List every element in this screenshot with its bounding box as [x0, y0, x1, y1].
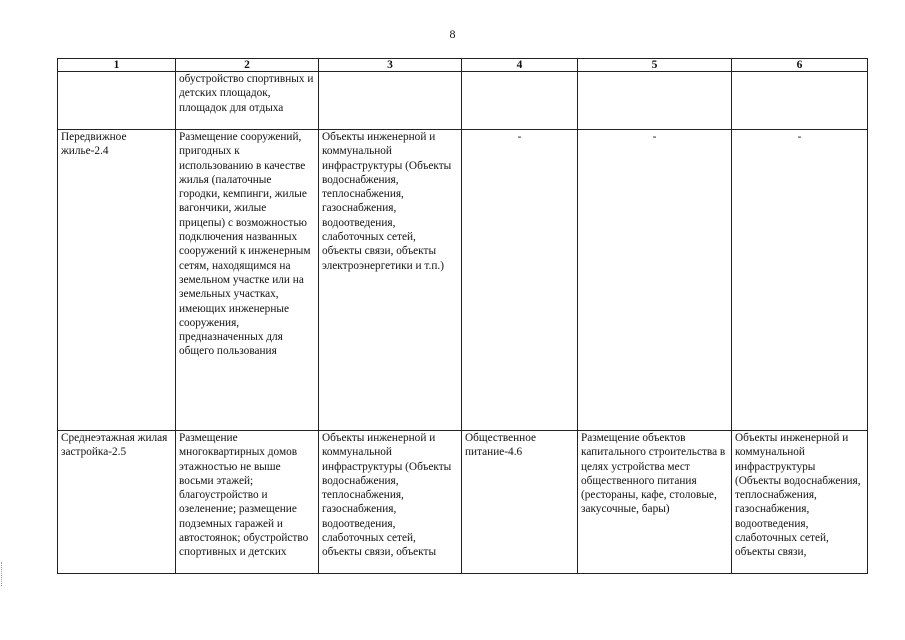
table-row	[58, 130, 868, 431]
cell-text: Общественное питание-4.6	[465, 432, 537, 459]
table-cell	[319, 431, 462, 574]
table-cell	[176, 431, 319, 574]
scan-margin-mark	[1, 562, 8, 586]
table-cell: Передвижное жилье-2.4	[58, 130, 176, 431]
table-header-row	[58, 59, 868, 72]
table-row	[58, 72, 868, 130]
column-header-1: 1	[58, 59, 176, 72]
table-cell	[58, 431, 176, 574]
land-use-table	[57, 58, 868, 574]
column-header-6: 6	[732, 59, 868, 72]
cell-text: Объекты инженерной и коммунальной инфраструктуры (Объекты водоснабжения, теплоснабжения, газоснабжения, водоотведения, слаботочных сетей, объекты связи,	[735, 432, 861, 559]
table-cell	[319, 72, 462, 130]
cell-text: Среднеэтажная жилая застройка-2.5	[61, 432, 168, 459]
table-cell	[462, 72, 578, 130]
table-cell: -	[732, 130, 868, 431]
table-cell: -	[578, 130, 732, 431]
column-header-5: 5	[578, 59, 732, 72]
column-header-2: 2	[176, 59, 319, 72]
table-cell	[462, 431, 578, 574]
column-header-4: 4	[462, 59, 578, 72]
cell-text: Объекты инженерной и коммунальной инфраструктуры (Объекты водоснабжения, теплоснабжения, газоснабжения, водоотведения, слаботочных сетей, объекты связи, объекты	[322, 432, 452, 559]
table-cell	[578, 431, 732, 574]
table-cell	[732, 72, 868, 130]
table-cell: -	[462, 130, 578, 431]
table-cell: Размещение сооружений, пригодных к использованию в качестве жилья (палаточные городки, кемпинги, жилые вагончики, жилые прицепы) с возможностью подключения названных сооружений к инженерным сетям, находящимся на земельном участке или на земельных участках, имеющих инженерные сооружения, предназначенных для общего пользования	[176, 130, 319, 431]
cell-text: Размещение многоквартирных домов этажностью не выше восьми этажей; благоустройство и озеленение; размещение подземных гаражей и автостоянок; обустройство спортивных и детских	[179, 432, 309, 559]
cell-text: Размещение объектов капитального строительства в целях устройства мест общественного питания (рестораны, кафе, столовые, закусочные, бары)	[581, 432, 726, 516]
table-cell	[732, 431, 868, 574]
table-cell	[58, 72, 176, 130]
table-cell: Объекты инженерной и коммунальной инфраструктуры (Объекты водоснабжения, теплоснабжения, газоснабжения, водоотведения, слаботочных сетей, объекты связи, объекты электроэнергетики и т.п.)	[319, 130, 462, 431]
table-cell: обустройство спортивных и детских площадок, площадок для отдыха	[176, 72, 319, 130]
table-cell	[578, 72, 732, 130]
column-header-3: 3	[319, 59, 462, 72]
table-row	[58, 431, 868, 574]
page-number: 8	[449, 27, 456, 41]
